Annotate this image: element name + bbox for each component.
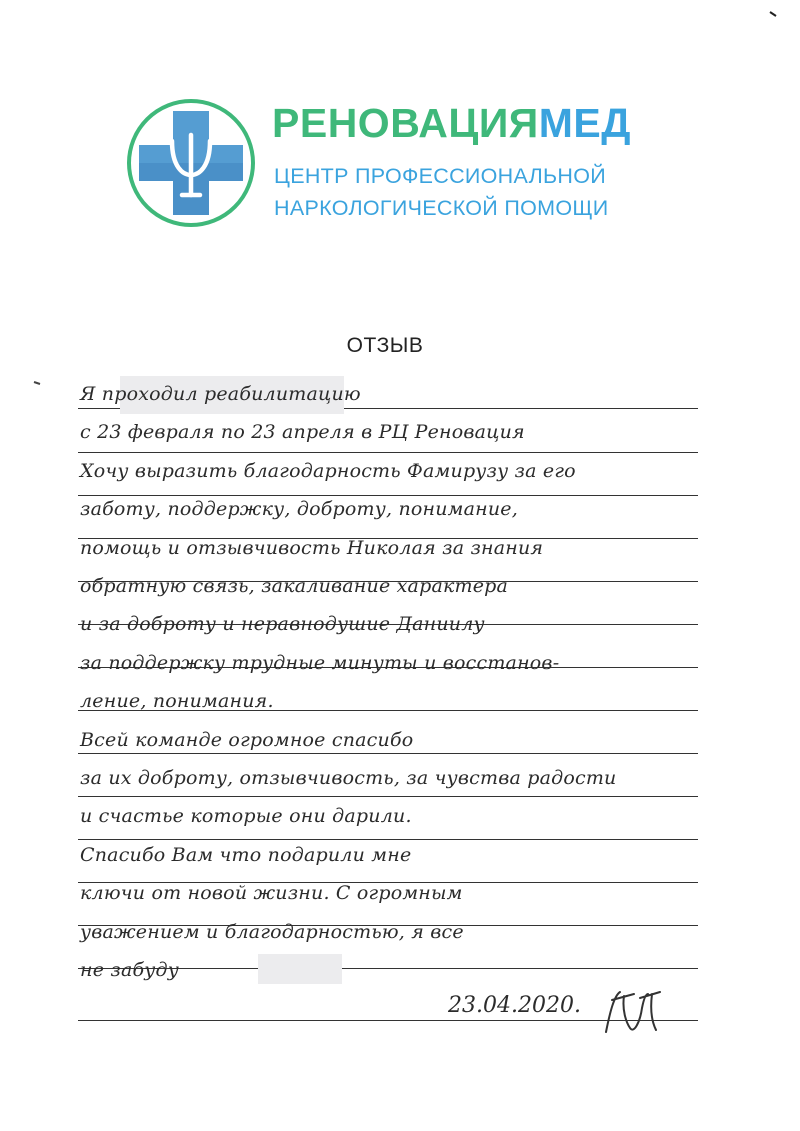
review-line: уважением и благодарностью, я все — [80, 920, 464, 943]
ruled-line — [78, 753, 698, 754]
review-line: Всей команде огромное спасибо — [80, 728, 414, 751]
signature-icon — [600, 982, 670, 1042]
review-line: Спасибо Вам что подарили мне — [80, 843, 412, 866]
review-line: ление, понимания. — [80, 690, 274, 713]
brand-name-part2: МЕД — [538, 100, 631, 146]
tagline-line1: ЦЕНТР ПРОФЕССИОНАЛЬНОЙ — [274, 164, 607, 188]
ruled-line — [78, 839, 698, 840]
review-date: 23.04.2020. — [448, 993, 581, 1018]
review-line: заботу, поддержку, доброту, понимание, — [80, 498, 518, 521]
document-title: ОТЗЫВ — [346, 334, 424, 357]
review-line: за их доброту, отзывчивость, за чувства радости — [80, 767, 617, 789]
psi-medical-cross-icon — [125, 97, 257, 229]
ruled-line — [78, 796, 698, 797]
review-line: с 23 февраля по 23 апреля в РЦ Реновация — [80, 421, 525, 444]
tagline-line2: НАРКОЛОГИЧЕСКОЙ ПОМОЩИ — [274, 196, 609, 220]
review-line: Хочу выразить благодарность Фамирузу за его — [80, 459, 576, 482]
review-line: не забуду — [80, 959, 179, 981]
review-line: за поддержку трудные минуты и восстанов- — [80, 651, 560, 674]
review-line: Я проходил реабилитацию — [80, 383, 361, 405]
review-line: помощь и отзывчивость Николая за знания — [80, 536, 544, 559]
review-line: обратную связь, закаливание характера — [80, 575, 509, 597]
brand-name — [272, 100, 631, 147]
review-line: и счастье которые они дарили. — [80, 805, 412, 828]
ruled-line — [78, 495, 698, 496]
redacted-name-box — [258, 954, 342, 984]
brand-name-part1: РЕНОВАЦИЯ — [272, 100, 539, 146]
ruled-line — [78, 452, 698, 453]
review-line: ключи от новой жизни. С огромным — [80, 882, 463, 905]
review-line: и за доброту и неравнодушие Даниилу — [80, 613, 485, 636]
